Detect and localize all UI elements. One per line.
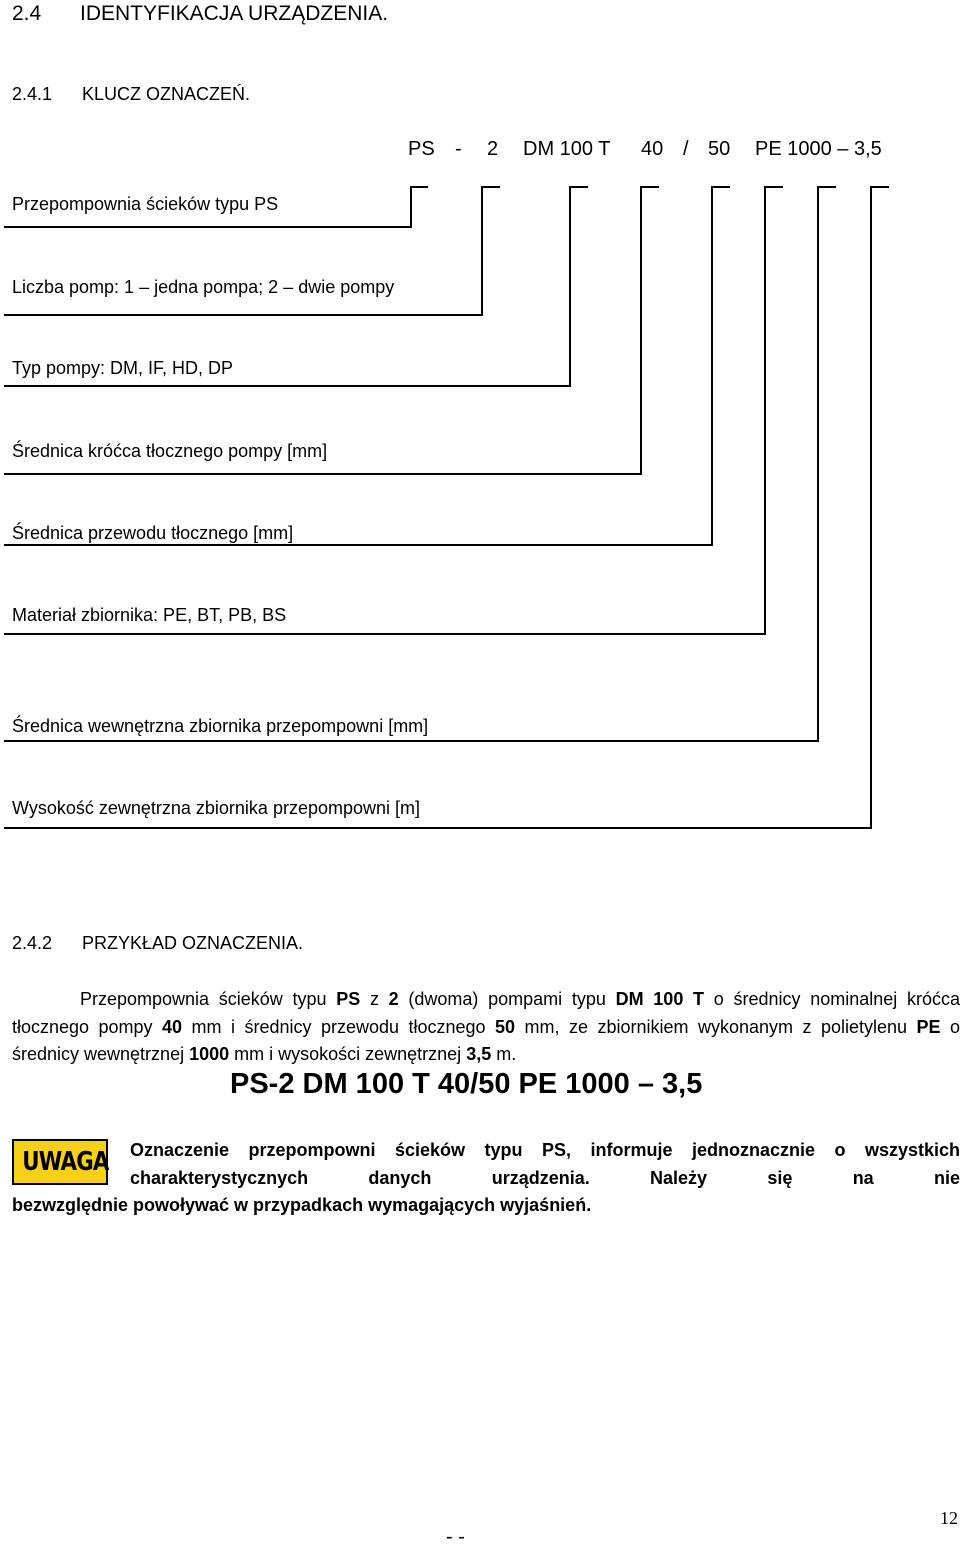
code-part-dash: -: [455, 138, 462, 160]
code-part-pumps: 2: [487, 138, 499, 160]
code-part-slash: /: [683, 138, 689, 160]
subsection-key-number: 2.4.1: [12, 84, 53, 104]
code-part-material: PE 1000 – 3,5: [755, 138, 882, 160]
bracket-line-material: [4, 187, 783, 634]
subsection-example-heading: [12, 933, 303, 954]
key-label-pipe: Średnica przewodu tłocznego [mm]: [12, 523, 294, 543]
warning-badge: [12, 1139, 108, 1185]
code-part-type: DM 100 T: [523, 138, 611, 160]
example-code: PS-2 DM 100 T 40/50 PE 1000 – 3,5: [230, 1068, 703, 1100]
key-label-ps: Przepompownia ścieków typu PS: [12, 194, 279, 214]
warning-text-line1: Oznaczenie przepompowni ścieków typu PS, informuje jednoznacznie o wszystkich charakterystycznych danych urządzenia. Należy się na nie: [130, 1140, 960, 1188]
code-part-pipe: 50: [708, 138, 731, 160]
page-number: 12: [940, 1508, 958, 1528]
key-label-material: Materiał zbiornika: PE, BT, PB, BS: [12, 605, 287, 625]
code-part-ps: PS: [408, 138, 435, 160]
code-part-nozzle: 40: [641, 138, 664, 160]
section-number: 2.4: [12, 2, 42, 25]
subsection-example-title: PRZYKŁAD OZNACZENIA.: [82, 933, 304, 953]
key-label-nozzle: Średnica króćca tłocznego pompy [mm]: [12, 441, 328, 461]
example-paragraph: Przepompownia ścieków typu PS z 2 (dwoma) pompami typu DM 100 T o średnicy nominalnej króćca tłocznego pompy 40 mm i średnicy przewodu tłocznego 50 mm, ze zbiornikiem wykonanym z polietylenu PE o średnicy wewnętrznej 1000 mm i wysokości zewnętrznej 3,5 m.: [12, 989, 960, 1064]
section-title: IDENTYFIKACJA URZĄDZENIA.: [80, 2, 389, 25]
subsection-example-number: 2.4.2: [12, 933, 53, 953]
footer-dashes: - -: [446, 1526, 465, 1548]
key-label-type: Typ pompy: DM, IF, HD, DP: [12, 358, 234, 378]
key-label-pumps: Liczba pomp: 1 – jedna pompa; 2 – dwie pompy: [12, 277, 395, 297]
bracket-line-nozzle: [4, 187, 659, 474]
key-label-inner-diameter: Średnica wewnętrzna zbiornika przepompowni [mm]: [12, 716, 429, 736]
key-label-height: Wysokość zewnętrzna zbiornika przepompowni [m]: [12, 798, 420, 818]
subsection-key-title: KLUCZ OZNACZEŃ.: [82, 84, 251, 104]
warning-text-line2: bezwzględnie powoływać w przypadkach wymagających wyjaśnień.: [12, 1195, 592, 1215]
warning-badge-text: UWAGA: [22, 1147, 109, 1177]
